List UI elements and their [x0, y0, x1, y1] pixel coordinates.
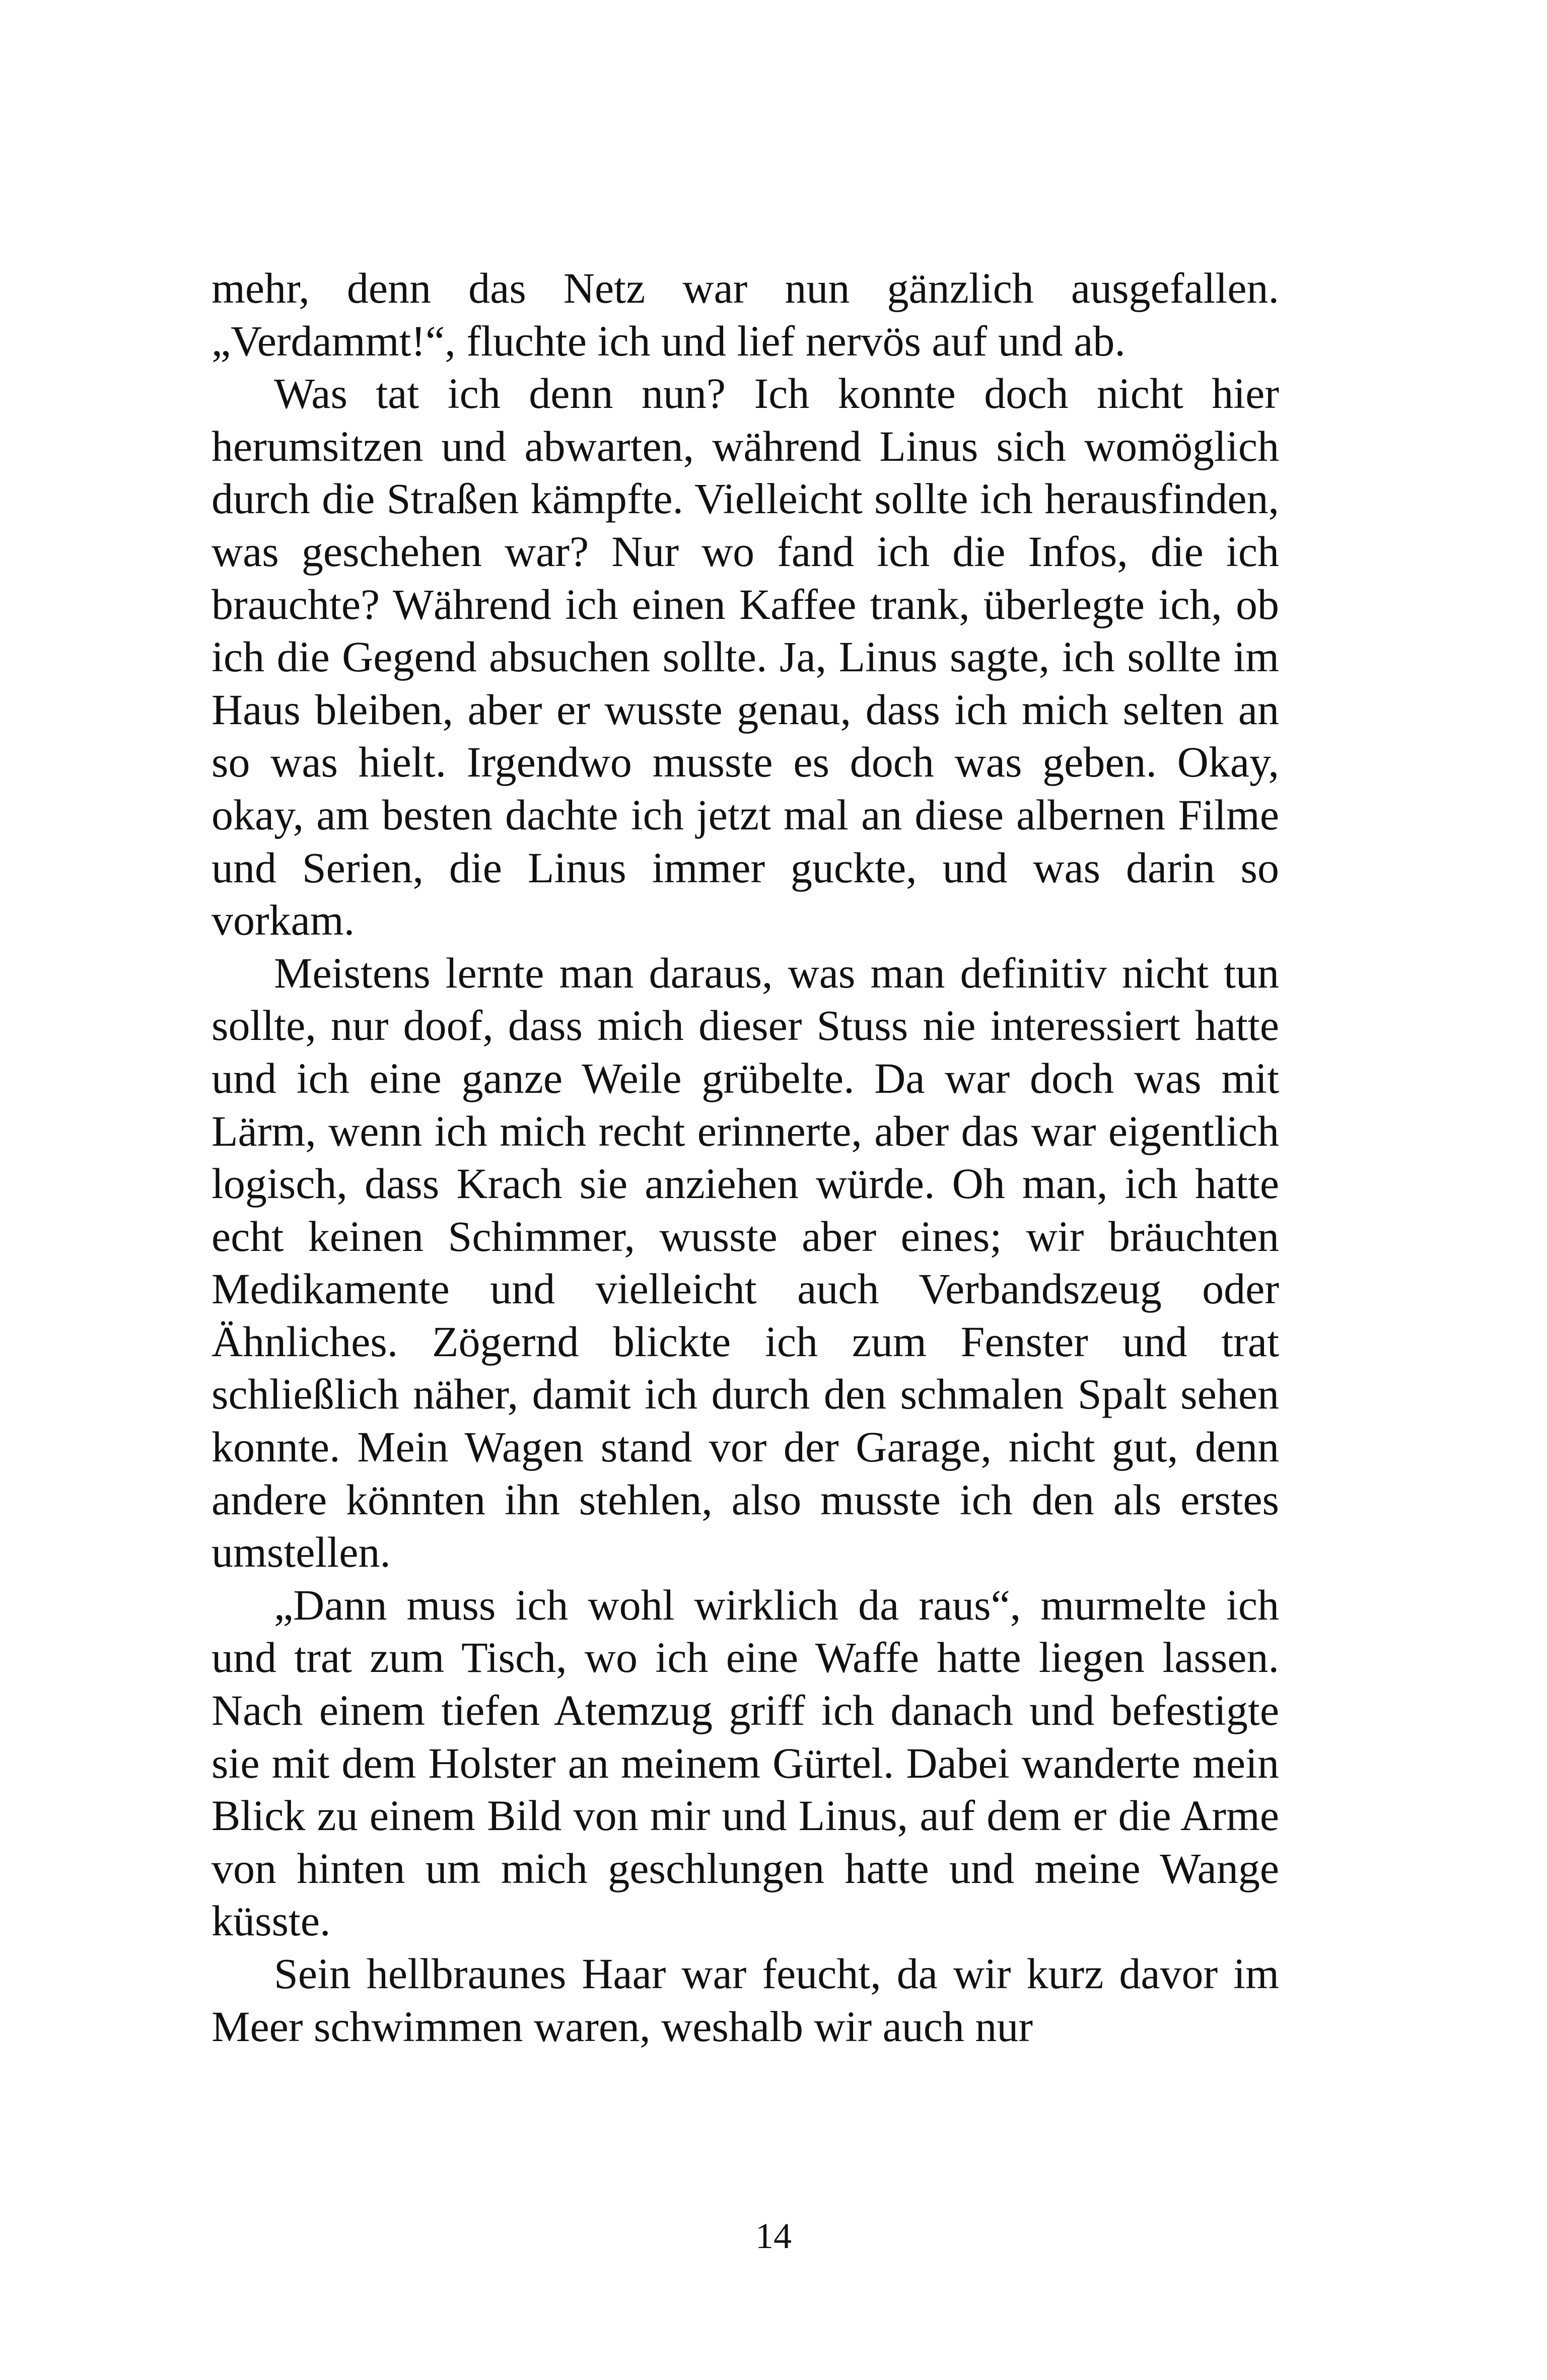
paragraph-1: mehr, denn das Netz war nun gänzlich ausgefallen. „Verdammt!“, fluchte ich und lief nervös auf und ab.: [212, 264, 1279, 365]
paragraph-5: Sein hellbraunes Haar war feucht, da wir kurz davor im Meer schwimmen waren, weshalb wir auch nur: [212, 1949, 1279, 2051]
paragraph-4: „Dann muss ich wohl wirklich da raus“, murmelte ich und trat zum Tisch, wo ich eine Waffe hatte liegen lassen. Nach einem tiefen Atemzug griff ich danach und befestigte sie mit dem Holster an meinem Gürtel. Dabei wanderte mein Blick zu einem Bild von mir und Linus, auf dem er die Arme von hinten um mich geschlungen hatte und meine Wange küsste.: [212, 1580, 1279, 1945]
page-number: 14: [755, 2216, 792, 2256]
body-text: [212, 262, 1279, 2053]
paragraph-2: Was tat ich denn nun? Ich konnte doch nicht hier herumsitzen und abwarten, während Linus sich womöglich durch die Straßen kämpfte. Vielleicht sollte ich herausfinden, was geschehen war? Nur wo fand ich die Infos, die ich brauchte? Während ich einen Kaffee trank, überlegte ich, ob ich die Gegend absuchen sollte. Ja, Linus sagte, ich sollte im Haus bleiben, aber er wusste genau, dass ich mich selten an so was hielt. Irgendwo musste es doch was geben. Okay, okay, am besten dachte ich jetzt mal an diese albernen Filme und Serien, die Linus immer guckte, und was darin so vorkam.: [212, 369, 1279, 945]
paragraph-3: Meistens lernte man daraus, was man definitiv nicht tun sollte, nur doof, dass mich dieser Stuss nie interessiert hatte und ich eine ganze Weile grübelte. Da war doch was mit Lärm, wenn ich mich recht erinnerte, aber das war eigentlich logisch, dass Krach sie anziehen würde. Oh man, ich hatte echt keinen Schimmer, wusste aber eines; wir bräuchten Medikamente und vielleicht auch Verbandszeug oder Ähnliches. Zögernd blickte ich zum Fenster und trat schließlich näher, damit ich durch den schmalen Spalt sehen konnte. Mein Wagen stand vor der Garage, nicht gut, denn andere könnten ihn stehlen, also musste ich den als erstes umstellen.: [212, 948, 1279, 1577]
